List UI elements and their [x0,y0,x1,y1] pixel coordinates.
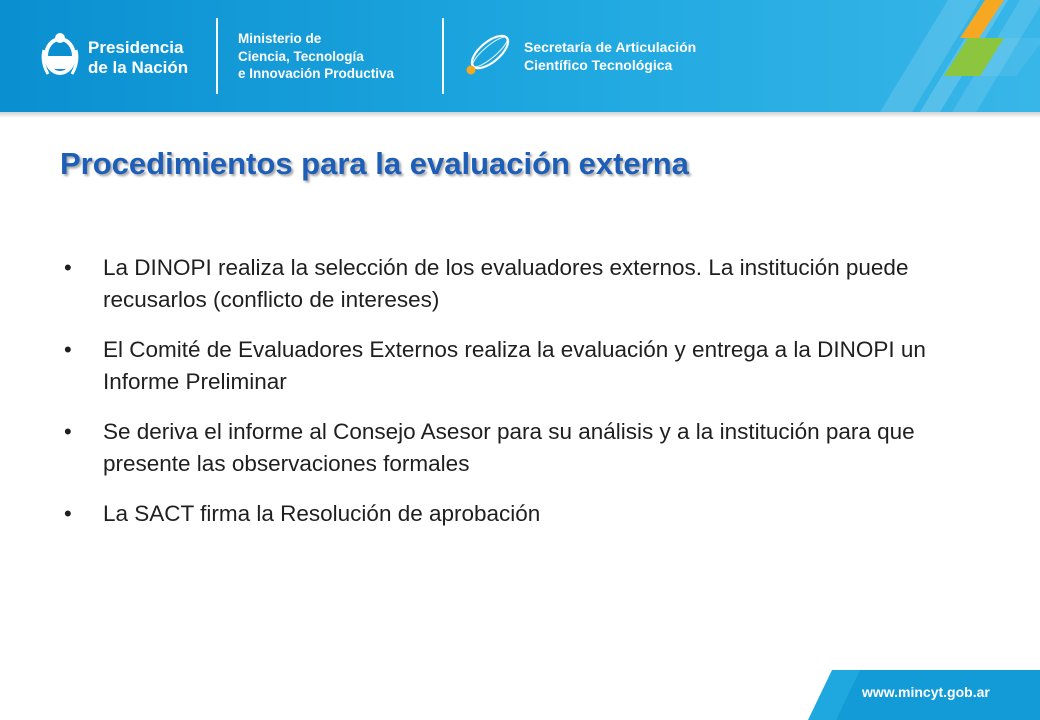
bullet-marker: • [64,337,72,362]
bullet-text: El Comité de Evaluadores Externos realiza la evaluación y entrega a la DINOPI un Informe Preliminar [103,337,926,394]
ministerio-line-1: Ministerio de [238,31,322,46]
bullet-item [62,334,962,398]
argentina-coat-of-arms-icon [40,28,80,80]
bullet-text: La SACT firma la Resolución de aprobación [103,501,541,526]
bullet-item [62,416,962,480]
sact-orbit-logo-icon [462,28,518,80]
bullet-item [62,498,962,530]
bullet-text: La DINOPI realiza la selección de los evaluadores externos. La institución puede recusarlos (conflicto de intereses) [103,255,909,312]
secretaria-line-1: Secretaría de Articulación [524,39,697,55]
ministerio-line-3: e Innovación Productiva [238,66,395,82]
header-shadow [0,112,1040,118]
secretaria-label [524,38,696,74]
presidencia-line-1: Presidencia [88,38,184,57]
footer-website-link[interactable]: www.mincyt.gob.ar [862,684,990,700]
presidencia-label [88,38,188,77]
bullet-item [62,252,962,316]
ministerio-label [238,30,394,83]
secretaria-line-2: Científico Tecnológica [524,57,673,74]
bullet-marker: • [64,501,72,526]
ministerio-line-2: Ciencia, Tecnología [238,48,364,64]
bullet-list [62,252,962,548]
header-banner [0,0,1040,112]
bullet-text: Se deriva el informe al Consejo Asesor para su análisis y a la institución para que presente las observaciones formales [103,419,915,476]
slide-title: Procedimientos para la evaluación externa [60,146,689,181]
header-divider [216,18,218,94]
presidencia-line-2: de la Nación [88,57,189,77]
bullet-marker: • [64,255,72,280]
header-divider [442,18,444,94]
bullet-marker: • [64,419,72,444]
